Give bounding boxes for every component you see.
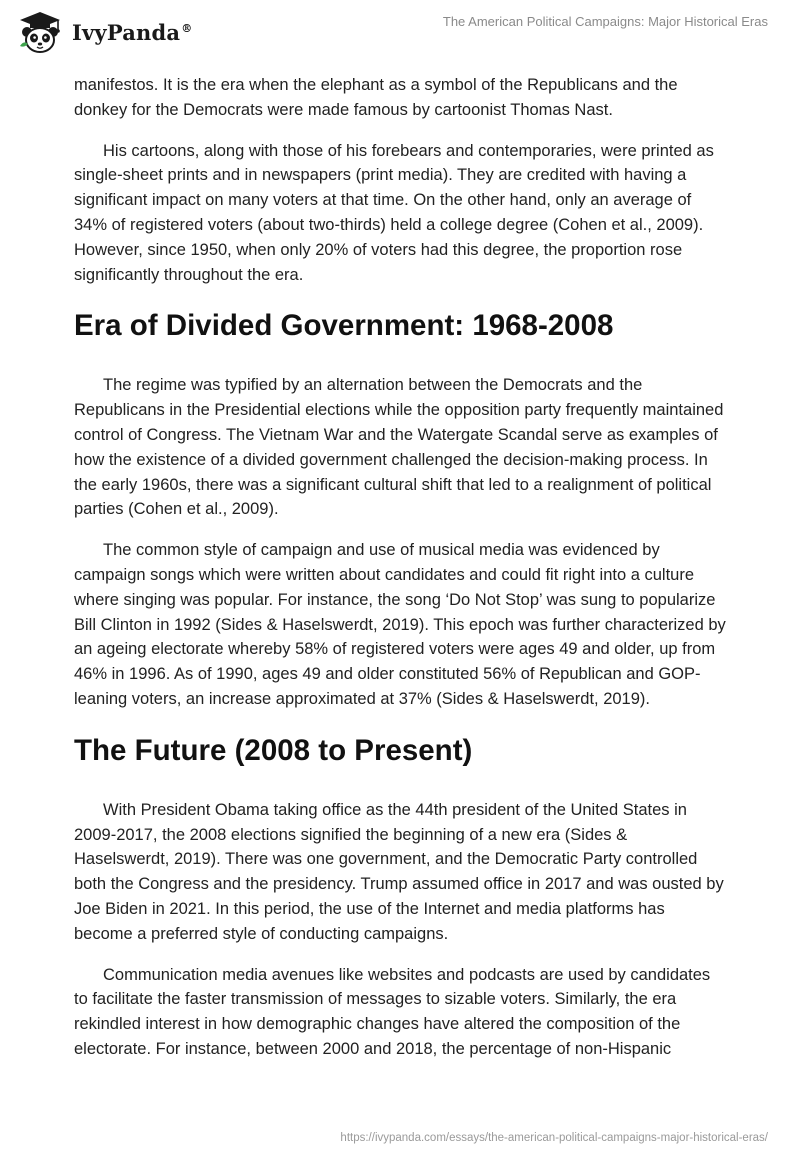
section-heading-future: The Future (2008 to Present) [74, 733, 473, 767]
paragraph-4: The common style of campaign and use of musical media was evidenced by campaign songs which were written about candidates and could fit right into a culture where singing was popular. For instance, the song ‘Do Not Stop’ was sung to popularize Bill Clinton in 1992 (Sides & Haselswerdt, 2019). This epoch was further characterized by an ageing electorate whereby 58% of registered voters were ages 49 and older, up from 46% in 1996. As of 1990, ages 49 and older constituted 56% of Republican and GOP-leaning voters, an increase approximated at 37% (Sides & Haselswerdt, 2019). [74, 541, 726, 708]
paragraph-2: His cartoons, along with those of his forebears and contemporaries, were printed as single-sheet prints and in newspapers (print media). They are credited with having a significant impact on many voters at that time. On the other hand, only an average of 34% of registered voters (about two-thirds) held a college degree (Cohen et al., 2009). However, since 1950, when only 20% of voters had this degree, the proportion rose significantly throughout the era. [74, 141, 714, 284]
document-title: The American Political Campaigns: Major Historical Eras [442, 14, 768, 29]
registered-mark: ® [181, 21, 193, 35]
page-header [0, 0, 800, 64]
paragraph-1: manifestos. It is the era when the elephant as a symbol of the Republicans and the donkey for the Democrats were made famous by cartoonist Thomas Nast. [74, 76, 678, 119]
paragraph-3: The regime was typified by an alternation between the Democrats and the Republicans in the Presidential elections while the opposition party frequently maintained control of Congress. The Vietnam War and the Watergate Scandal serve as examples of how the existence of a divided government challenged the decision-making process. In the early 1960s, there was a significant cultural shift that led to a realignment of political parties (Cohen et al., 2009). [74, 376, 724, 519]
ivypanda-logo[interactable] [16, 10, 192, 54]
paragraph-5: With President Obama taking office as the 44th president of the United States in 2009-2017, the 2008 elections signified the beginning of a new era (Sides & Haselswerdt, 2019). There was one government, and the Democratic Party controlled both the Congress and the presidency. Trump assumed office in 2017 and was ousted by Joe Biden in 2021. In this period, the use of the Internet and media platforms has become a preferred style of conducting campaigns. [74, 800, 724, 943]
source-url[interactable]: https://ivypanda.com/essays/the-american-political-campaigns-major-historical-eras/ [340, 1132, 768, 1144]
section-heading-divided-government: Era of Divided Government: 1968-2008 [74, 309, 614, 343]
logo-wordmark: IvyPanda® [72, 19, 193, 45]
essay-body [74, 73, 726, 1078]
paragraph-6: Communication media avenues like websites and podcasts are used by candidates to facilitate the faster transmission of messages to sizable voters. Similarly, the era rekindled interest in how demographic changes have altered the composition of the electorate. For instance, between 2000 and 2018, the percentage of non-Hispanic [74, 965, 711, 1058]
panda-graduate-icon [16, 10, 64, 54]
